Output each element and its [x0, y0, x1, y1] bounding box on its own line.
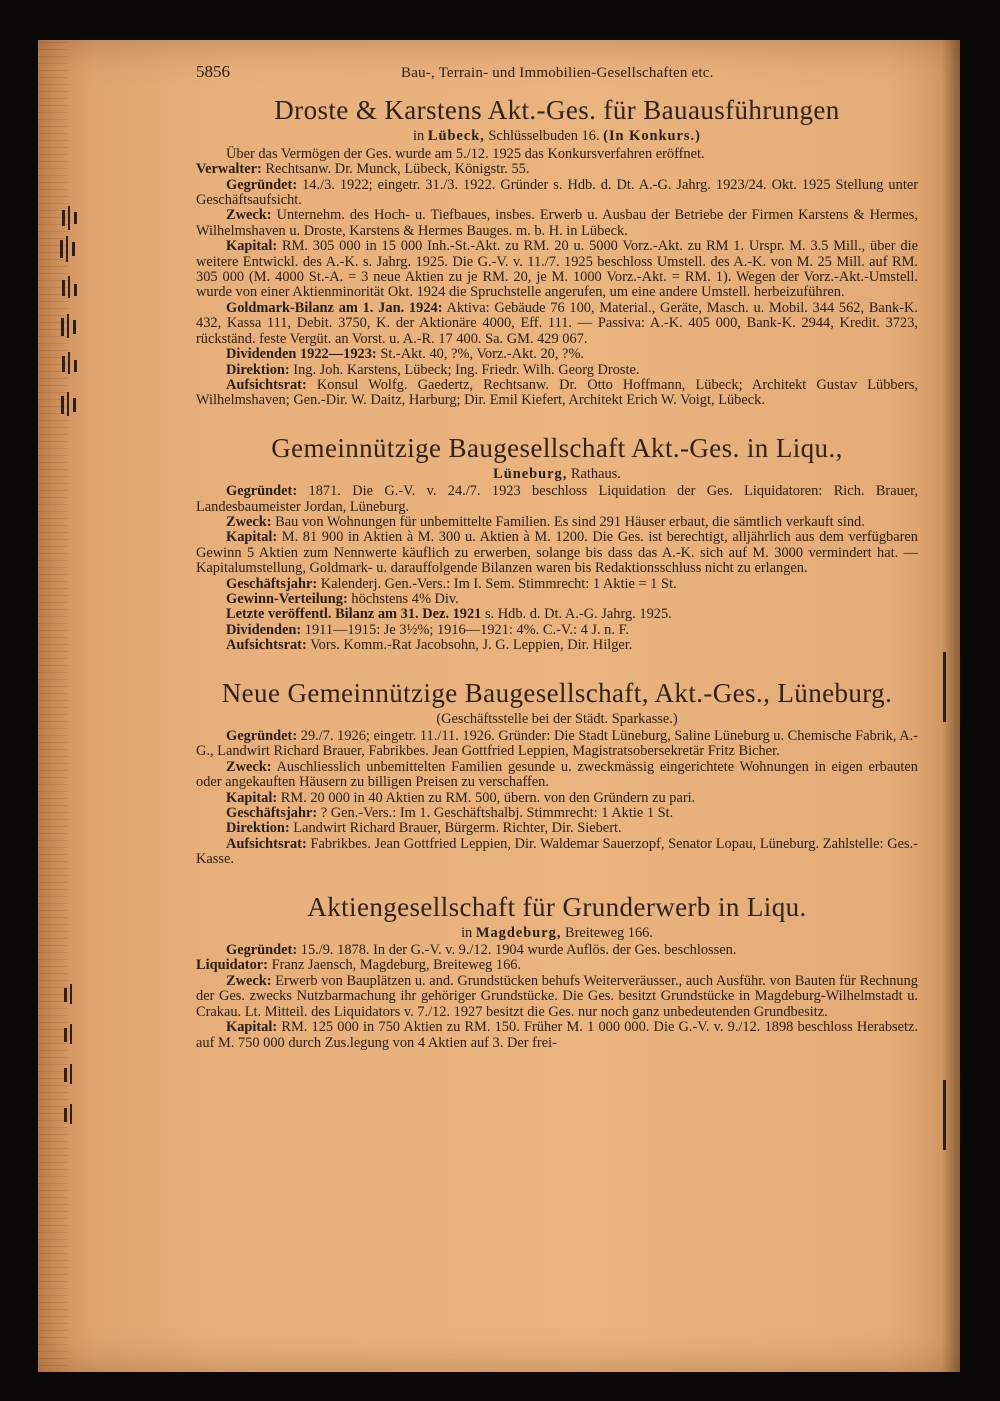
company-entry	[196, 892, 918, 1051]
entry-paragraph	[196, 837, 918, 868]
company-city: Lübeck,	[427, 128, 485, 145]
entry-label: Geschäftsjahr:	[226, 575, 318, 592]
entry-text: Rechtsanw. Dr. Munck, Lübeck, Königstr. 55.	[261, 161, 530, 178]
entry-paragraph	[196, 821, 918, 836]
company-title: Neue Gemeinnützige Baugesellschaft, Akt.-Ges., Lüneburg.	[221, 677, 893, 708]
entry-label: Zweck:	[226, 972, 272, 989]
entry-paragraph	[196, 347, 918, 362]
entry-label: Kapital:	[226, 789, 278, 806]
margin-marks	[56, 200, 96, 460]
company-location	[196, 926, 918, 941]
company-title: Droste & Karstens Akt.-Ges. für Bauausführungen	[274, 95, 840, 126]
company-entry	[196, 678, 918, 868]
company-entry	[196, 95, 918, 408]
entry-text: Kalenderj. Gen.-Vers.: Im I. Sem. Stimmrecht: 1 Aktie = 1 St.	[317, 575, 677, 592]
entry-paragraph	[196, 162, 918, 177]
entry-paragraph	[196, 760, 918, 791]
right-margin-line	[943, 1080, 946, 1150]
entry-text: Vors. Komm.-Rat Jacobsohn, J. G. Leppien, Dir. Hilger.	[306, 637, 633, 654]
entry-label: Liquidator:	[196, 957, 268, 974]
entry-text: 29./7. 1926; eingetr. 11./11. 1926. Gründer: Die Stadt Lüneburg, Saline Lüneburg u. Chemische Fabrik, A.-G., Landwirt Richard Brauer, Fabrikbes. Jean Gottfried Leppien, Magistratsobersekretär Fritz Bicher.	[196, 728, 918, 760]
entry-label: Gegründet:	[226, 176, 298, 193]
entry-label: Verwalter:	[196, 161, 262, 178]
entry-text: RM. 20 000 in 40 Aktien zu RM. 500, übern. von den Gründern zu pari.	[277, 789, 696, 806]
entry-paragraph	[196, 638, 918, 653]
entry-label: Kapital:	[226, 1019, 278, 1036]
running-title: Bau-, Terrain- und Immobilien-Gesellschaften etc.	[401, 65, 714, 81]
location-prefix: in	[413, 128, 428, 145]
entry-paragraph	[196, 239, 918, 301]
entry-label: Dividenden 1922—1923:	[226, 346, 377, 363]
company-address: Rathaus.	[567, 465, 621, 482]
entry-text: St.-Akt. 40, ?%, Vorz.-Akt. 20, ?%.	[376, 346, 585, 363]
page-content	[196, 64, 918, 1051]
entry-label: Kapital:	[226, 529, 278, 546]
entry-text: Erwerb von Bauplätzen u. and. Grundstücken behufs Weiterveräusser., auch Ausführ. von Bauten für Rechnung der Ges. zwecks Nutzbarmachung ihr gehöriger Grundstücke. Die Ges. besitzt Grundstücke in Magdeburg-Wilhelmstadt u. Crakau. Lt. Mitteil. des Liquidators v. 7./12. 1927 besitzt die Ges. nur noch ganz unbedeutenden Grundbesitz.	[196, 972, 918, 1020]
entry-text: Fabrikbes. Jean Gottfried Leppien, Dir. Waldemar Sauerzopf, Senator Lopau, Lüneburg. Zahlstelle: Ges.-Kasse.	[196, 835, 918, 868]
entry-paragraph	[196, 943, 918, 958]
entry-label: Gegründet:	[226, 728, 298, 744]
entry-paragraph	[196, 178, 918, 209]
entry-text: Auschliesslich unbemittelten Familien gesunde u. zweckmässig eingerichtete Wohnungen in eigen erbauten oder angekauften Häusern zu billigen Preisen zu verschaffen.	[196, 758, 918, 791]
entry-paragraph	[196, 484, 918, 515]
entry-label: Gewinn-Verteilung:	[226, 590, 348, 607]
entry-paragraph	[196, 530, 918, 576]
entry-paragraph	[196, 791, 918, 806]
entry-text: höchstens 4% Div.	[347, 590, 459, 607]
entry-paragraph	[196, 515, 918, 530]
entry-paragraph	[196, 577, 918, 592]
entry-label: Zweck:	[226, 758, 272, 775]
entry-text: Ing. Joh. Karstens, Lübeck; Ing. Friedr. Wilh. Georg Droste.	[289, 361, 640, 378]
entry-text: 1871. Die G.-V. v. 24./7. 1923 beschloss Liquidation der Ges. Liquidatoren: Rich. Brauer, Landesbaumeister Jordan, Lüneburg.	[196, 483, 918, 515]
section-gap	[196, 868, 918, 884]
location-prefix: in	[461, 924, 476, 941]
entry-text: Konsul Wolfg. Gaedertz, Rechtsanw. Dr. Otto Hoffmann, Lübeck; Architekt Gustav Lübbers, Wilhelmshaven; Gen.-Dir. W. Daitz, Harburg; Dir. Emil Kiefert, Architekt Erich W. Voigt, Lübeck.	[196, 376, 918, 409]
entry-paragraph	[196, 1020, 918, 1051]
company-city: Lüneburg,	[493, 465, 568, 482]
company-title: Aktiengesellschaft für Grunderwerb in Liqu.	[307, 891, 807, 922]
entry-label: Dividenden:	[226, 621, 302, 638]
company-title: Gemeinnützige Baugesellschaft Akt.-Ges. in Liqu.,	[271, 432, 843, 463]
entry-text: Franz Jaensch, Magdeburg, Breiteweg 166.	[267, 957, 522, 974]
entry-paragraph	[196, 378, 918, 409]
entry-label: Aufsichtsrat:	[226, 637, 307, 654]
right-margin-line	[943, 652, 946, 722]
entry-label: Aufsichtsrat:	[226, 376, 307, 393]
entry-text: Landwirt Richard Brauer, Bürgerm. Richter, Dir. Siebert.	[289, 820, 622, 837]
entry-label: Zweck:	[226, 207, 272, 224]
entry-label: Letzte veröffentl. Bilanz am 31. Dez. 1921	[226, 606, 482, 623]
company-city: Magdeburg,	[475, 924, 562, 941]
entry-text: Über das Vermögen der Ges. wurde am 5./12. 1925 das Konkursverfahren eröffnet.	[226, 145, 705, 162]
entry-paragraph	[196, 301, 918, 347]
entry-paragraph	[196, 592, 918, 607]
entry-paragraph	[196, 147, 918, 162]
section-gap	[196, 409, 918, 425]
company-entry	[196, 433, 918, 654]
company-status: (In Konkurs.)	[603, 128, 701, 145]
entry-text: s. Hdb. d. Dt. A.-G. Jahrg. 1925.	[481, 606, 672, 623]
company-address: Breiteweg 166.	[561, 924, 653, 941]
entry-text: Bau von Wohnungen für unbemittelte Familien. Es sind 291 Häuser erbaut, die sämtlich verkauft sind.	[271, 513, 865, 530]
entry-text: ? Gen.-Vers.: Im 1. Geschäftshalbj. Stimmrecht: 1 Aktie 1 St.	[317, 805, 674, 822]
entry-label: Zweck:	[226, 513, 272, 530]
company-location	[196, 467, 918, 482]
entry-text: Unternehm. des Hoch- u. Tiefbaues, insbes. Erwerb u. Ausbau der Betriebe der Firmen Karstens & Hermes, Wilhelmshaven u. Droste, Karstens & Hermes Bauges. m. b. H. in Lübeck.	[196, 207, 918, 239]
entry-label: Geschäftsjahr:	[226, 805, 318, 822]
entry-label: Goldmark-Bilanz am 1. Jan. 1924:	[226, 299, 443, 316]
entry-label: Direktion:	[226, 361, 290, 378]
entry-label: Aufsichtsrat:	[226, 835, 307, 852]
entry-paragraph	[196, 363, 918, 378]
entry-text: 15./9. 1878. In der G.-V. v. 9./12. 1904 wurde Auflös. der Ges. beschlossen.	[297, 942, 737, 959]
entry-text: M. 81 900 in Aktien à M. 300 u. Aktien à M. 1200. Die Ges. ist berechtigt, alljährlich aus dem verfügbaren Gewinn 5 Aktien zum Nennwerte käuflich zu erwerben, solange bis dass das A.-K. sich auf M. 3000 vermindert hat. — Kapitalumstellung, Goldmark- u. darauffolgende Bilanzen waren bis Redaktionsschluss nicht zu erlangen.	[196, 529, 918, 577]
entry-paragraph	[196, 607, 918, 622]
entry-label: Gegründet:	[226, 942, 298, 959]
company-location	[196, 129, 918, 144]
entry-text: RM. 125 000 in 750 Aktien zu RM. 150. Früher M. 1 000 000. Die G.-V. v. 9./12. 1898 beschloss Herabsetz. auf M. 750 000 durch Zus.legung von 4 Aktien auf 3. Der frei-	[196, 1019, 918, 1051]
entry-label: Gegründet:	[226, 483, 298, 500]
entry-paragraph	[196, 974, 918, 1020]
entry-paragraph	[196, 623, 918, 638]
entry-label: Kapital:	[226, 238, 278, 255]
entry-text: 14./3. 1922; eingetr. 31./3. 1922. Gründer s. Hdb. d. Dt. A.-G. Jahrg. 1923/24. Okt. 1925 Stellung unter Geschäftsaufsicht.	[196, 176, 918, 209]
entry-text: RM. 305 000 in 15 000 Inh.-St.-Akt. zu RM. 20 u. 5000 Vorz.-Akt. zu RM 1. Urspr. M. 3.5 Mill., über die weitere Entwickl. des A.-K. s. Jahrg. 1925. Die G.-V. v. 11./7. 1925 beschloss Umstell. des A.-K. von M. 25 Mill. auf RM. 305 000 (M. 4000 St.-A. = 3 neue Aktien zu je RM. 20, je M. 1000 Vorz.-Akt. = RM. 1). Wegen der Vorz.-Akt.-Umstell. wurde von einer Aktienminorität Okt. 1924 die Spruchstelle angerufen, um eine andere Umstell. herbeizuführen.	[196, 238, 918, 301]
company-address: Schlüsselbuden 16.	[484, 128, 604, 145]
entry-paragraph	[196, 208, 918, 239]
entry-paragraph	[196, 958, 918, 973]
entry-label: Direktion:	[226, 820, 290, 837]
entry-text: Aktiva: Gebäude 76 100, Material., Geräte, Masch. u. Mobil. 344 562, Bank-K. 432, Kassa 111, Debit. 3750, K. der Aktionäre 4000, Eff. 111. — Passiva: A.-K. 405 000, Bank-K. 2944, Kredit. 3723, rückständ. feste Vergüt. an Vorst. u. A.-R. 17 400. Sa. GM. 429 067.	[196, 299, 918, 347]
company-address: (Geschäftsstelle bei der Städt. Sparkasse.)	[436, 710, 678, 727]
company-location	[196, 712, 918, 727]
entry-text: 1911—1915: Je 3½%; 1916—1921: 4%. C.-V.: 4 J. n. F.	[301, 621, 630, 638]
section-gap	[196, 654, 918, 670]
page-number: 5856	[196, 62, 230, 81]
entry-paragraph	[196, 729, 918, 760]
running-header	[196, 64, 918, 81]
entry-paragraph	[196, 806, 918, 821]
margin-marks-lower	[58, 980, 88, 1180]
